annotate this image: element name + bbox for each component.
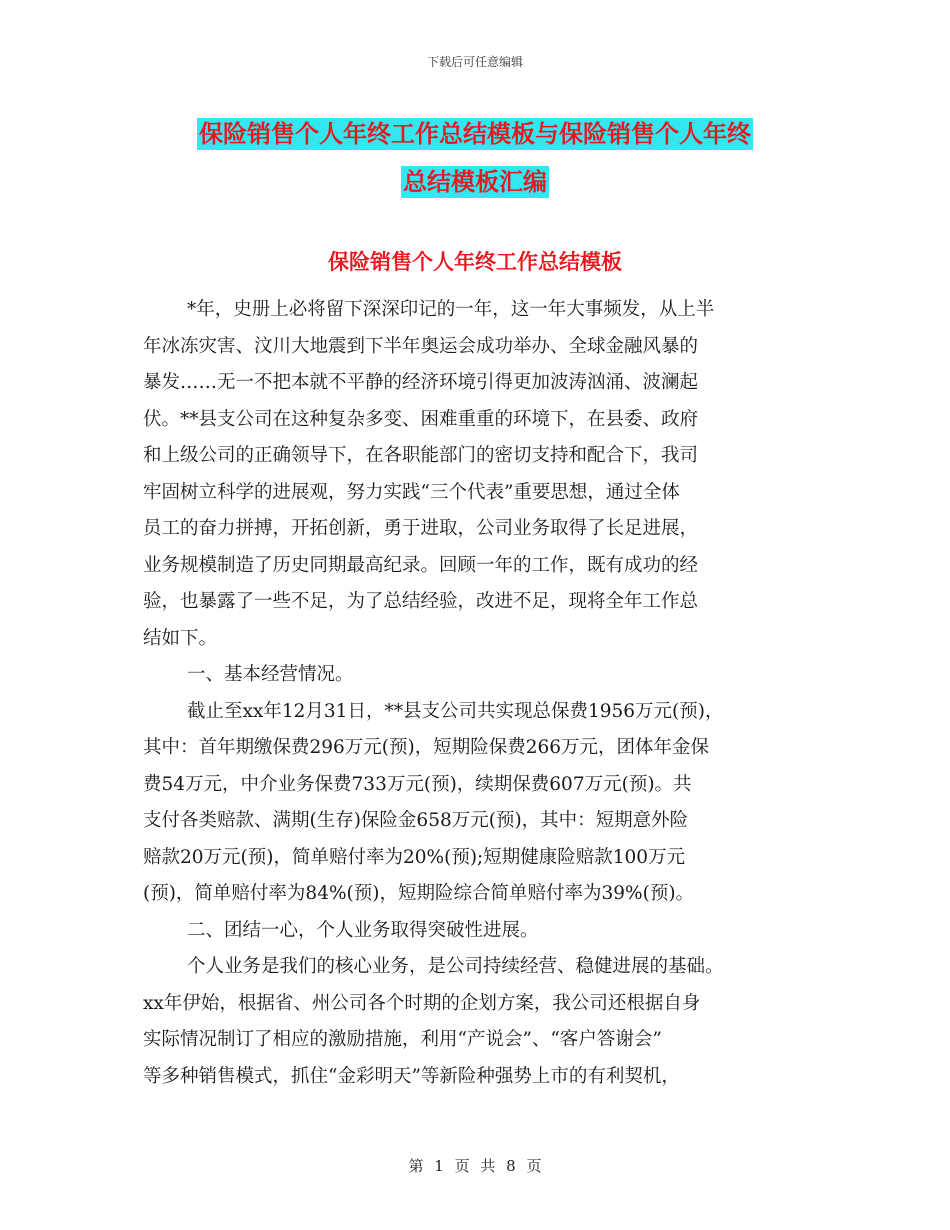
body-line: 员工的奋力拼搏，开拓创新，勇于进取，公司业务取得了长足进展， xyxy=(143,518,699,539)
body-line: 结如下。 xyxy=(143,627,218,649)
body-line: 和上级公司的正确领导下，在各职能部门的密切支持和配合下，我司 xyxy=(143,445,699,466)
document-title xyxy=(0,110,950,206)
body-line: 费54万元，中介业务保费733万元(预)，续期保费607万元(预)。共 xyxy=(143,773,692,795)
body-line: 验，也暴露了一些不足，为了总结经验，改进不足，现将全年工作总 xyxy=(143,591,699,612)
title-line-1: 保险销售个人年终工作总结模板与保险销售个人年终 xyxy=(199,120,751,148)
body-line: 一、基本经营情况。 xyxy=(187,664,354,685)
page-number: 第 1 页 共 8 页 xyxy=(408,1157,542,1175)
body-line: 支付各类赔款、满期(生存)保险金658万元(预)，其中：短期意外险 xyxy=(143,810,689,831)
body-line: 赔款20万元(预)，简单赔付率为20%(预);短期健康险赔款100万元 xyxy=(143,846,686,868)
body-line: 年冰冻灾害、汶川大地震到下半年奥运会成功举办、全球金融风暴的 xyxy=(143,335,699,357)
section-title: 保险销售个人年终工作总结模板 xyxy=(328,250,622,274)
body-line: 其中：首年期缴保费296万元(预)，短期险保费266万元，团体年金保 xyxy=(143,737,710,758)
body-line: 二、团结一心，个人业务取得突破性进展。 xyxy=(187,919,539,941)
body-line: 业务规模制造了历史同期最高纪录。回顾一年的工作，既有成功的经 xyxy=(143,554,699,576)
body-line: (预)，简单赔付率为84%(预)，短期险综合简单赔付率为39%(预)。 xyxy=(143,883,695,904)
body-line: xx年伊始，根据省、州公司各个时期的企划方案，我公司还根据自身 xyxy=(143,992,701,1014)
title-line-2: 总结模板汇编 xyxy=(403,168,547,196)
body-line: 实际情况制订了相应的激励措施，利用“产说会”、“客户答谢会” xyxy=(143,1029,662,1050)
body-line: 个人业务是我们的核心业务，是公司持续经营、稳健进展的基础。 xyxy=(187,956,724,977)
body-text xyxy=(143,292,813,1095)
body-line: 等多种销售模式，抓住“金彩明天”等新险种强势上市的有利契机， xyxy=(143,1065,680,1087)
body-line: 暴发……无一不把本就不平静的经济环境引得更加波涛汹涌、波澜起 xyxy=(143,372,699,393)
body-line: 截止至xx年12月31日，**县支公司共实现总保费1956万元(预)， xyxy=(187,700,724,722)
header-note: 下载后可任意编辑 xyxy=(426,55,523,69)
body-line: 伏。**县支公司在这种复杂多变、困难重重的环境下，在县委、政府 xyxy=(143,408,699,430)
body-line: *年，史册上必将留下深深印记的一年，这一年大事频发，从上半 xyxy=(187,299,715,320)
body-line: 牢固树立科学的进展观，努力实践“三个代表”重要思想，通过全体 xyxy=(143,481,680,503)
